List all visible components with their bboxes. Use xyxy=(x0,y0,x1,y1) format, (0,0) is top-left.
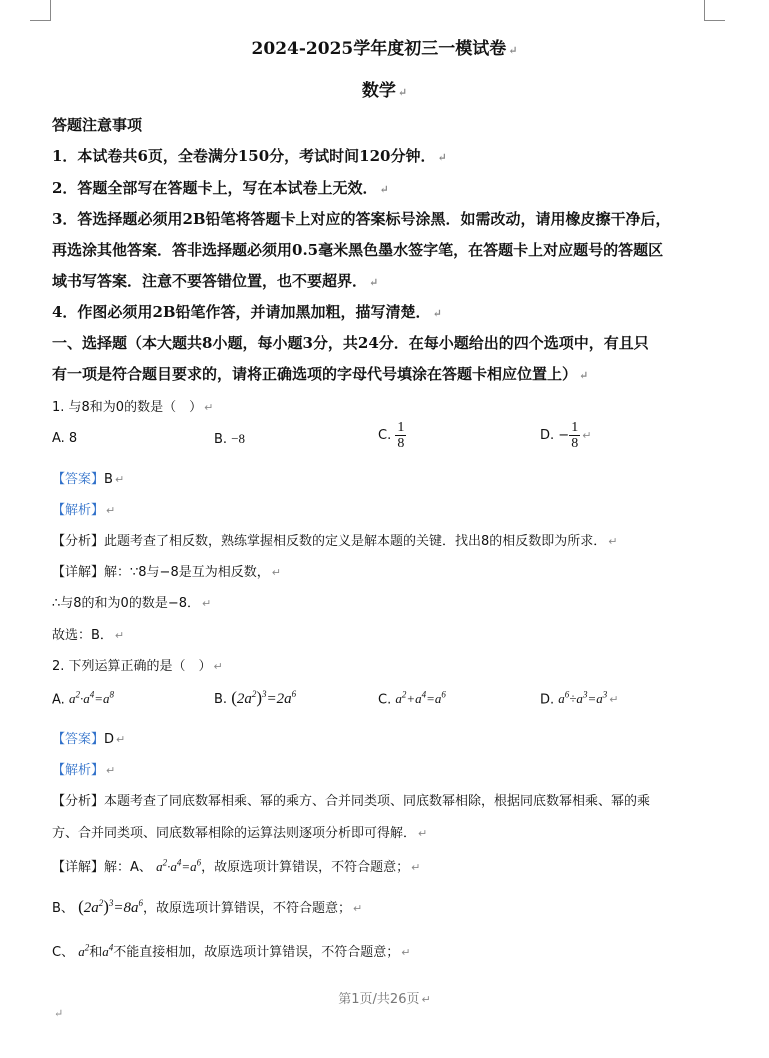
section1-heading-line1: 一、选择题（本大题共8小题，每小题3分，共24分．在每小题给出的四个选项中，有且只 xyxy=(52,334,649,352)
q1-option-a: A. 8 xyxy=(52,431,78,446)
exam-title: 2024-2025学年度初三一模试卷 ↵ xyxy=(251,39,518,59)
q1-detail-2: ∴与8的和为0的数是−8． ↵ xyxy=(52,596,212,611)
q2-fenxi-2: 方、合并同类项、同底数幂相除的运算法则逐项分析即可得解． ↵ xyxy=(52,826,428,841)
q1-choose: 故选：B． ↵ xyxy=(52,628,125,643)
q1-option-b: B. −8 xyxy=(214,431,246,447)
q1-detail-1: 【详解】解：∵8与−8是互为相反数， ↵ xyxy=(52,565,281,580)
q2-answer: 【答案】D ↵ xyxy=(52,732,126,747)
q2-option-b: B. $(2a^2)^3=2a^6$ xyxy=(214,688,297,707)
q2-option-a: A. $a^2\cdot a^4=a^8$ xyxy=(52,690,114,708)
page-footer: 第1页/共26页 ↵ xyxy=(338,992,431,1007)
q2-option-d: D. $a^6\div a^3=a^3$ ↵ xyxy=(540,690,619,708)
instruction-4: 4．作图必须用2B铅笔作答，并请加黑加粗，描写清楚． ↵ xyxy=(52,303,442,321)
q1-option-c-fraction: $\frac{1}{8}$ xyxy=(397,420,405,451)
instruction-3c: 域书写答案．注意不要答错位置，也不要超界． ↵ xyxy=(52,272,379,290)
q1-option-d-fraction: $\frac{1}{8}$ xyxy=(571,420,579,451)
instruction-1: 1．本试卷共6页，全卷满分150分，考试时间120分钟． ↵ xyxy=(52,147,447,165)
instruction-3a: 3．答选择题必须用2B铅笔将答题卡上对应的答案标号涂黑．如需改动，请用橡皮擦干净后， xyxy=(52,210,671,228)
instructions-heading: 答题注意事项 xyxy=(52,116,143,134)
q2-detail-b: B、 $(2a^2)^3=8a^6$，故原选项计算错误，不符合题意； ↵ xyxy=(52,897,363,916)
q1-stem: 1. 与8和为0的数是（ ） ↵ xyxy=(52,400,214,415)
instruction-2: 2．答题全部写在答题卡上，写在本试卷上无效． ↵ xyxy=(52,179,389,197)
end-mark: ↵ xyxy=(54,1007,64,1020)
q2-stem: 2. 下列运算正确的是（ ） ↵ xyxy=(52,659,223,674)
section1-heading-line2: 有一项是符合题目要求的，请将正确选项的字母代号填涂在答题卡相应位置上） ↵ xyxy=(52,365,589,383)
q1-option-d: D. − $\frac{1}{8}$ ↵ xyxy=(540,420,592,451)
crop-mark-top-left xyxy=(30,0,51,21)
instruction-3b: 再选涂其他答案．答非选择题必须用0.5毫米黑色墨水签字笔，在答题卡上对应题号的答题区 xyxy=(52,241,664,259)
q2-fenxi-1: 【分析】本题考查了同底数幂相乘、幂的乘方、合并同类项、同底数幂相除，根据同底数幂相乘、幂的乘 xyxy=(52,794,651,809)
q2-detail-c: C、 $a^2$和$a^4$不能直接相加，故原选项计算错误，不符合题意； ↵ xyxy=(52,942,411,960)
crop-mark-top-right xyxy=(704,0,725,21)
q2-option-c: C. $a^2+a^4=a^6$ xyxy=(378,690,446,708)
q2-detail-a: 【详解】解：A、 $a^2\cdot a^4=a^6$，故原选项计算错误，不符合题意； ↵ xyxy=(52,857,421,875)
q1-option-c: C. $\frac{1}{8}$ xyxy=(378,420,405,451)
q1-answer: 【答案】B ↵ xyxy=(52,472,125,487)
q1-analysis-tag: 【解析】 ↵ xyxy=(52,503,116,518)
q2-analysis-tag: 【解析】 ↵ xyxy=(52,763,116,778)
subject-title: 数学 ↵ xyxy=(361,81,408,101)
q1-fenxi: 【分析】此题考查了相反数，熟练掌握相反数的定义是解本题的关键．找出8的相反数即为所求． ↵ xyxy=(52,534,618,549)
